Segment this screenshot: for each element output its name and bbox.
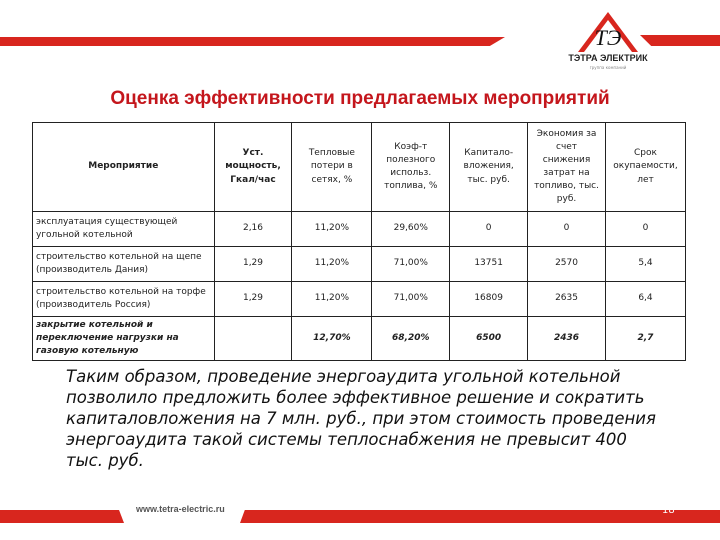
column-header: Тепловые потери в сетях, % (292, 123, 372, 212)
table-cell: 2570 (528, 247, 606, 282)
table-cell (214, 317, 292, 361)
table-cell: 11,20% (292, 212, 372, 247)
website-link[interactable]: www.tetra-electric.ru (136, 504, 225, 514)
table-cell: закрытие котельной и переключение нагрузки на газовую котельную (33, 317, 215, 361)
table-cell: 29,60% (372, 212, 450, 247)
table-cell: 5,4 (605, 247, 685, 282)
column-header: Экономия за счет снижения затрат на топливо, тыс. руб. (528, 123, 606, 212)
slide-title: Оценка эффективности предлагаемых мероприятий (110, 88, 610, 109)
table-row (33, 247, 686, 282)
table-cell: 0 (528, 212, 606, 247)
conclusion-text: Таким образом, проведение энергоаудита угольной котельной позволило предложить более эффективное решение и сократить капиталовложения на 7 млн. руб., при этом стоимость проведения энергоаудита такой системы теплоснабжения не превысит 400 тыс. руб. (66, 367, 656, 470)
table-cell: 71,00% (372, 282, 450, 317)
table-cell: 0 (605, 212, 685, 247)
table-cell: 1,29 (214, 282, 292, 317)
efficiency-table (32, 122, 686, 361)
svg-text:ТЭ: ТЭ (594, 25, 622, 50)
column-header: Срок окупаемости, лет (605, 123, 685, 212)
table-cell: эксплуатация существующей угольной котельной (33, 212, 215, 247)
company-logo (548, 10, 668, 72)
logo-tagline: группа компаний (589, 65, 627, 70)
table-cell: 6,4 (605, 282, 685, 317)
table-cell: 2,16 (214, 212, 292, 247)
table-cell: 2436 (528, 317, 606, 361)
header-bar-left (0, 37, 505, 46)
table-row (33, 212, 686, 247)
column-header: Мероприятие (33, 123, 215, 212)
table-header-row (33, 123, 686, 212)
table-row (33, 282, 686, 317)
table-cell: 0 (450, 212, 528, 247)
table-cell: 12,70% (292, 317, 372, 361)
table-row-highlight (33, 317, 686, 361)
table-cell: 2635 (528, 282, 606, 317)
table-cell: 13751 (450, 247, 528, 282)
table-cell: 11,20% (292, 282, 372, 317)
table-cell: 11,20% (292, 247, 372, 282)
column-header: Уст. мощность, Гкал/час (214, 123, 292, 212)
logo-brand: ТЭТРА ЭЛЕКТРИК (568, 53, 648, 63)
page-number: 18 (662, 505, 675, 516)
table-cell: 68,20% (372, 317, 450, 361)
table-cell: строительство котельной на щепе (производитель Дания) (33, 247, 215, 282)
table-cell: 16809 (450, 282, 528, 317)
table-cell: строительство котельной на торфе (производитель Россия) (33, 282, 215, 317)
table-cell: 2,7 (605, 317, 685, 361)
table-cell: 6500 (450, 317, 528, 361)
column-header: Коэф-т полезного использ. топлива, % (372, 123, 450, 212)
table-cell: 1,29 (214, 247, 292, 282)
footer-bar-right (240, 510, 720, 523)
footer-bar-left (0, 510, 124, 523)
logo-triangle-icon (578, 12, 638, 54)
table-cell: 71,00% (372, 247, 450, 282)
column-header: Капитало-вложения, тыс. руб. (450, 123, 528, 212)
